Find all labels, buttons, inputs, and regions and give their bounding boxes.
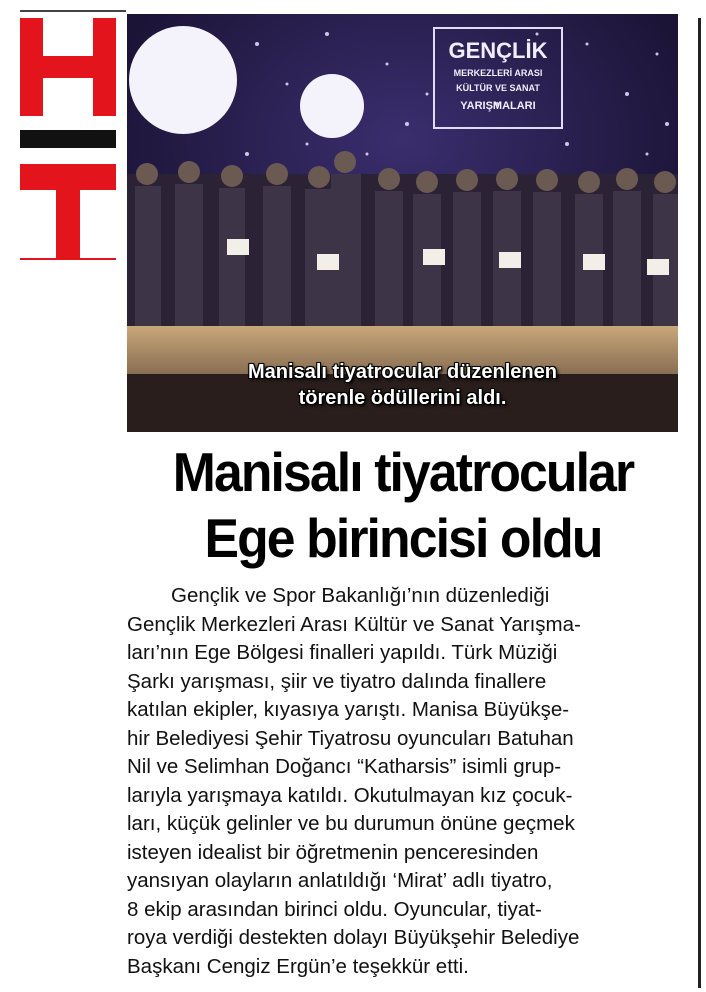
article-body (127, 582, 687, 981)
body-line: Başkanı Cengiz Ergün’e teşekkür etti. (127, 954, 469, 978)
ht-logo (20, 18, 116, 260)
svg-text:KÜLTÜR VE SANAT: KÜLTÜR VE SANAT (456, 83, 540, 93)
body-line: hir Belediyesi Şehir Tiyatrosu oyuncuları Batuhan (127, 726, 574, 750)
photo-caption-line-1: Manisalı tiyatrocular düzenlenen (248, 361, 557, 383)
body-line: ları’nın Ege Bölgesi finalleri yapıldı. Türk Müziği (127, 641, 558, 664)
headline-line-1: Manisalı tiyatrocular (172, 441, 634, 503)
body-line: larıyla yarışmaya katıldı. Okutulmayan kız çocuk- (127, 783, 573, 807)
body-line: roya verdiği destekten dolayı Büyükşehir Belediye (127, 926, 580, 949)
body-line: isteyen idealist bir öğretmenin penceresinden (127, 840, 539, 864)
body-line: Gençlik ve Spor Bakanlığı’nın düzenlediği (171, 584, 550, 607)
svg-text:GENÇLİK: GENÇLİK (448, 38, 548, 63)
body-line: 8 ekip arasından birinci oldu. Oyuncular, tiyat- (127, 897, 542, 921)
event-photo (127, 14, 678, 432)
body-line: Gençlik Merkezleri Arası Kültür ve Sanat Yarışma- (127, 612, 581, 636)
body-line: yansıyan olayların anlatıldığı ‘Mirat’ adlı tiyatro, (127, 869, 553, 892)
headline-line-2: Ege birincisi oldu (204, 507, 602, 569)
body-line: Şarkı yarışması, şiir ve tiyatro dalında finallere (127, 669, 547, 693)
photo-caption-line-2: törenle ödüllerini aldı. (298, 387, 507, 409)
top-rule (20, 10, 126, 12)
body-line: katılan ekipler, kıyasıya yarıştı. Manisa Büyükşe- (127, 698, 570, 721)
body-line: ları, küçük gelinler ve bu durumun önüne geçmek (127, 812, 575, 835)
column-rule (698, 18, 701, 988)
svg-text:MERKEZLERİ ARASI: MERKEZLERİ ARASI (453, 68, 543, 78)
svg-text:YARIŞMALARI: YARIŞMALARI (460, 100, 536, 112)
body-line: Nil ve Selimhan Doğancı “Katharsis” isimli grup- (127, 755, 562, 778)
